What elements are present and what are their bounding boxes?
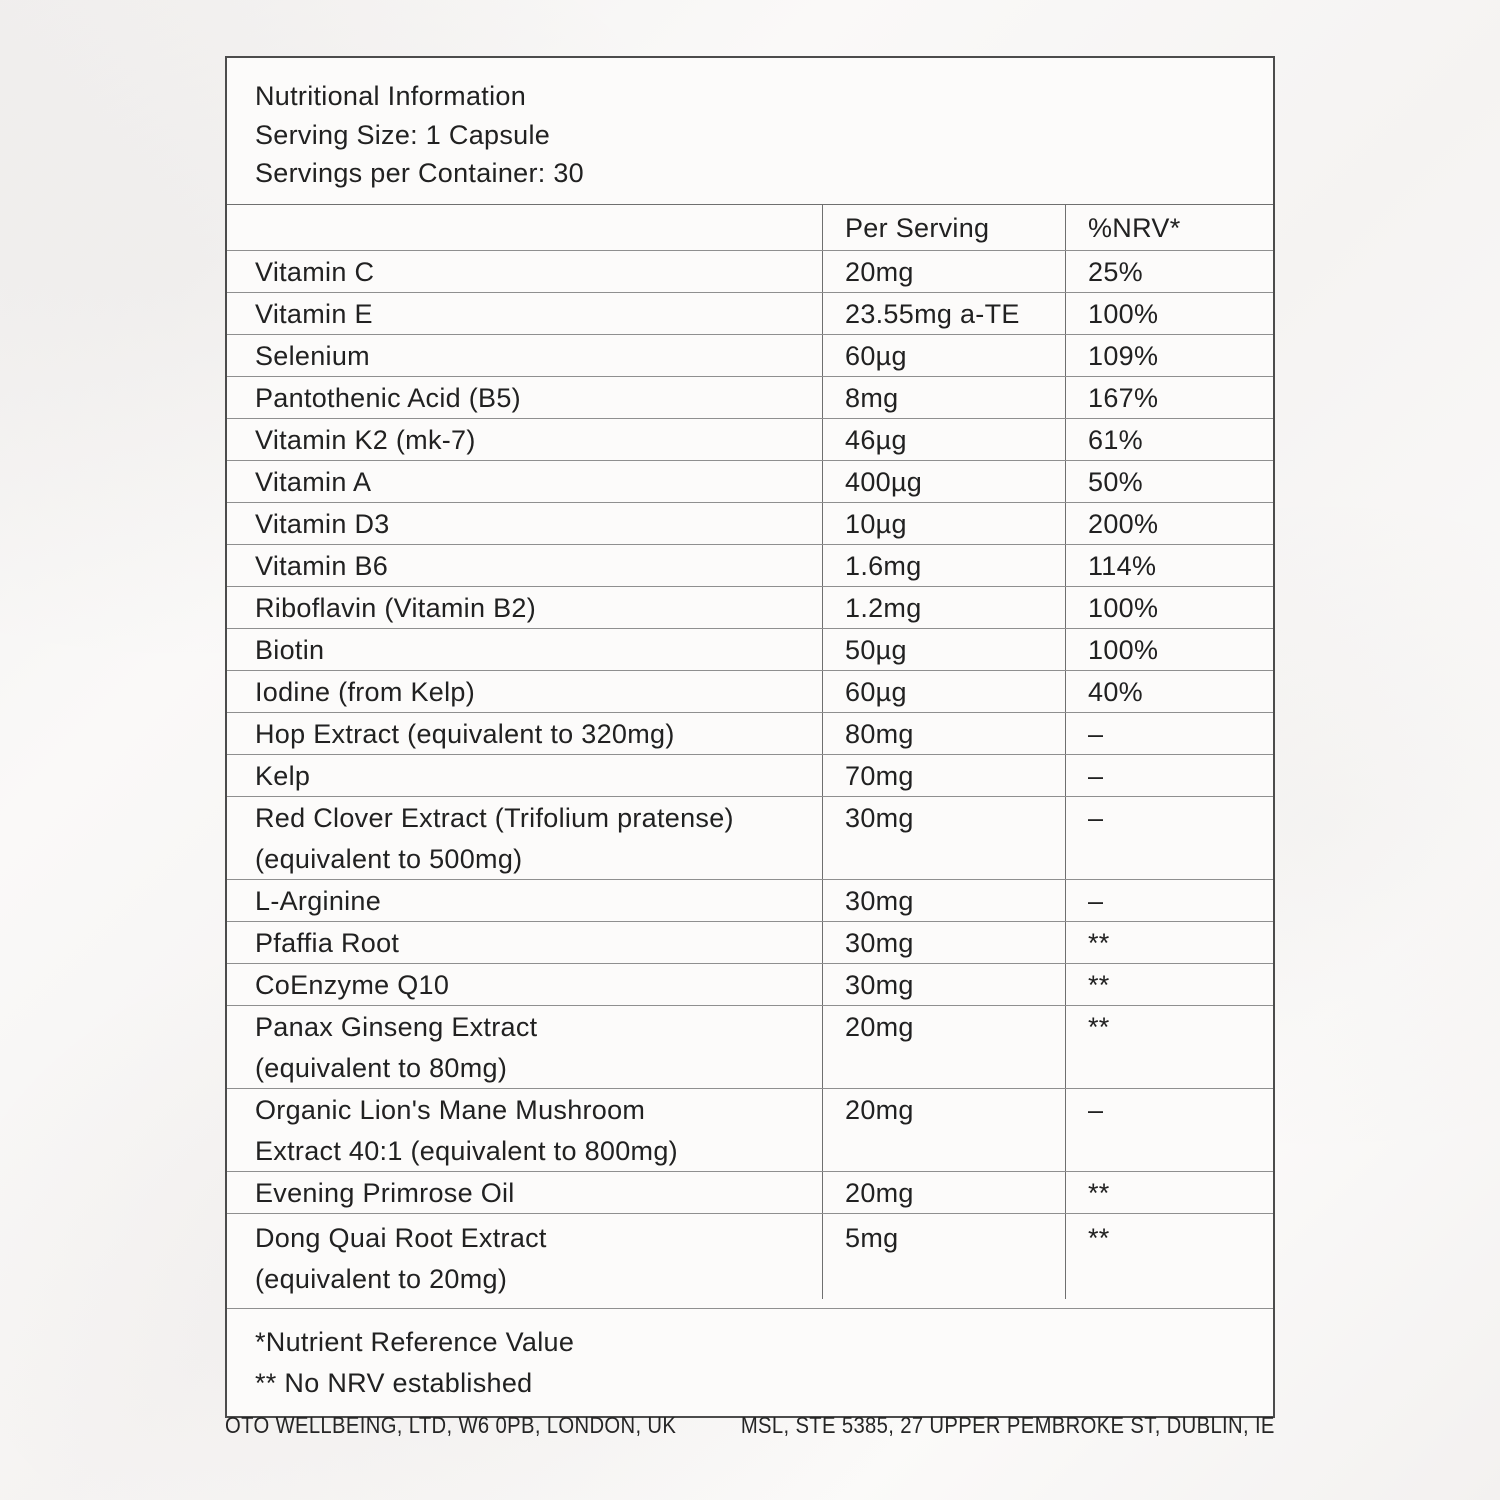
nutrient-name: Vitamin B6 <box>255 551 389 581</box>
nrv-value: ** <box>1065 964 1273 1005</box>
nutrient-name: Dong Quai Root Extract (equivalent to 20mg) <box>255 1223 547 1294</box>
nrv-value: ** <box>1065 922 1273 963</box>
nutrient-name: Panax Ginseng Extract (equivalent to 80mg) <box>255 1012 538 1083</box>
table-row <box>227 545 1273 587</box>
table-row <box>227 1214 1273 1309</box>
table-row <box>227 1089 1273 1172</box>
footnote-no-nrv: ** No NRV established <box>255 1368 533 1398</box>
per-serving-value: 30mg <box>822 797 1065 879</box>
nutrient-name: Vitamin E <box>255 299 373 329</box>
label-header <box>227 58 1273 205</box>
nutrient-name: Red Clover Extract (Trifolium pratense) (equivalent to 500mg) <box>255 803 734 874</box>
per-serving-value: 10µg <box>822 503 1065 544</box>
nrv-value: – <box>1065 1089 1273 1171</box>
table-row <box>227 1006 1273 1089</box>
nrv-value: 100% <box>1065 587 1273 628</box>
nrv-value: 100% <box>1065 629 1273 670</box>
nutrient-name: Kelp <box>255 761 311 791</box>
nutrient-name: Organic Lion's Mane Mushroom Extract 40:1 (equivalent to 800mg) <box>255 1095 678 1166</box>
nutrient-name: Biotin <box>255 635 325 665</box>
column-header-nrv: %NRV* <box>1065 205 1273 250</box>
nutrient-name: Pantothenic Acid (B5) <box>255 383 521 413</box>
nrv-value: 50% <box>1065 461 1273 502</box>
nrv-value: 40% <box>1065 671 1273 712</box>
per-serving-value: 8mg <box>822 377 1065 418</box>
nutrient-name: L-Arginine <box>255 886 382 916</box>
table-row <box>227 671 1273 713</box>
table-row <box>227 1172 1273 1214</box>
nutrition-label <box>225 56 1275 1418</box>
nrv-value: 25% <box>1065 251 1273 292</box>
nrv-value: – <box>1065 755 1273 796</box>
footnotes <box>227 1309 1273 1416</box>
nutrient-name: Evening Primrose Oil <box>255 1178 515 1208</box>
per-serving-value: 20mg <box>822 251 1065 292</box>
nutrient-name: Iodine (from Kelp) <box>255 677 475 707</box>
footnote-nrv: *Nutrient Reference Value <box>255 1327 575 1357</box>
per-serving-value: 30mg <box>822 964 1065 1005</box>
serving-size: Serving Size: 1 Capsule <box>255 119 551 150</box>
table-row <box>227 755 1273 797</box>
per-serving-value: 20mg <box>822 1172 1065 1213</box>
nutrient-name: Vitamin C <box>255 257 375 287</box>
per-serving-value: 400µg <box>822 461 1065 502</box>
per-serving-value: 70mg <box>822 755 1065 796</box>
nutrient-name: CoEnzyme Q10 <box>255 970 450 1000</box>
column-header-empty <box>227 205 822 250</box>
nutrient-name: Selenium <box>255 341 370 371</box>
per-serving-value: 20mg <box>822 1006 1065 1088</box>
table-row <box>227 251 1273 293</box>
table-row <box>227 503 1273 545</box>
address-ie: MSL, STE 5385, 27 UPPER PEMBROKE ST, DUBLIN, IE <box>741 1412 1275 1438</box>
nrv-value: ** <box>1065 1006 1273 1088</box>
per-serving-value: 80mg <box>822 713 1065 754</box>
table-row <box>227 293 1273 335</box>
nrv-value: ** <box>1065 1172 1273 1213</box>
nrv-value: 167% <box>1065 377 1273 418</box>
per-serving-value: 30mg <box>822 880 1065 921</box>
nrv-value: ** <box>1065 1214 1273 1299</box>
address-uk: OTO WELLBEING, LTD, W6 0PB, LONDON, UK <box>225 1412 677 1438</box>
per-serving-value: 23.55mg a-TE <box>822 293 1065 334</box>
table-row <box>227 419 1273 461</box>
manufacturer-addresses <box>225 1404 1275 1446</box>
per-serving-value: 46µg <box>822 419 1065 460</box>
table-row <box>227 922 1273 964</box>
per-serving-value: 1.2mg <box>822 587 1065 628</box>
column-header-per-serving: Per Serving <box>822 205 1065 250</box>
per-serving-value: 1.6mg <box>822 545 1065 586</box>
nutrient-name: Pfaffia Root <box>255 928 400 958</box>
nrv-value: – <box>1065 797 1273 879</box>
nrv-value: – <box>1065 880 1273 921</box>
nutrient-name: Vitamin D3 <box>255 509 390 539</box>
nrv-value: 114% <box>1065 545 1273 586</box>
table-row <box>227 461 1273 503</box>
table-row <box>227 880 1273 922</box>
table-row <box>227 377 1273 419</box>
nrv-value: 100% <box>1065 293 1273 334</box>
label-title: Nutritional Information <box>255 81 527 111</box>
nutrient-name: Vitamin A <box>255 467 372 497</box>
table-row <box>227 797 1273 880</box>
table-row <box>227 964 1273 1006</box>
table-row <box>227 629 1273 671</box>
per-serving-value: 60µg <box>822 671 1065 712</box>
table-row <box>227 335 1273 377</box>
nrv-value: 61% <box>1065 419 1273 460</box>
table-row <box>227 713 1273 755</box>
nutrient-name: Vitamin K2 (mk-7) <box>255 425 476 455</box>
per-serving-value: 20mg <box>822 1089 1065 1171</box>
per-serving-value: 5mg <box>822 1214 1065 1299</box>
table-column-header-row <box>227 205 1273 251</box>
nutrient-name: Riboflavin (Vitamin B2) <box>255 593 537 623</box>
per-serving-value: 30mg <box>822 922 1065 963</box>
per-serving-value: 60µg <box>822 335 1065 376</box>
nutrient-name: Hop Extract (equivalent to 320mg) <box>255 719 675 749</box>
nrv-value: 200% <box>1065 503 1273 544</box>
per-serving-value: 50µg <box>822 629 1065 670</box>
nrv-value: – <box>1065 713 1273 754</box>
table-row <box>227 587 1273 629</box>
servings-per-container: Servings per Container: 30 <box>255 158 584 188</box>
nrv-value: 109% <box>1065 335 1273 376</box>
nutrition-table-body <box>227 251 1273 1309</box>
